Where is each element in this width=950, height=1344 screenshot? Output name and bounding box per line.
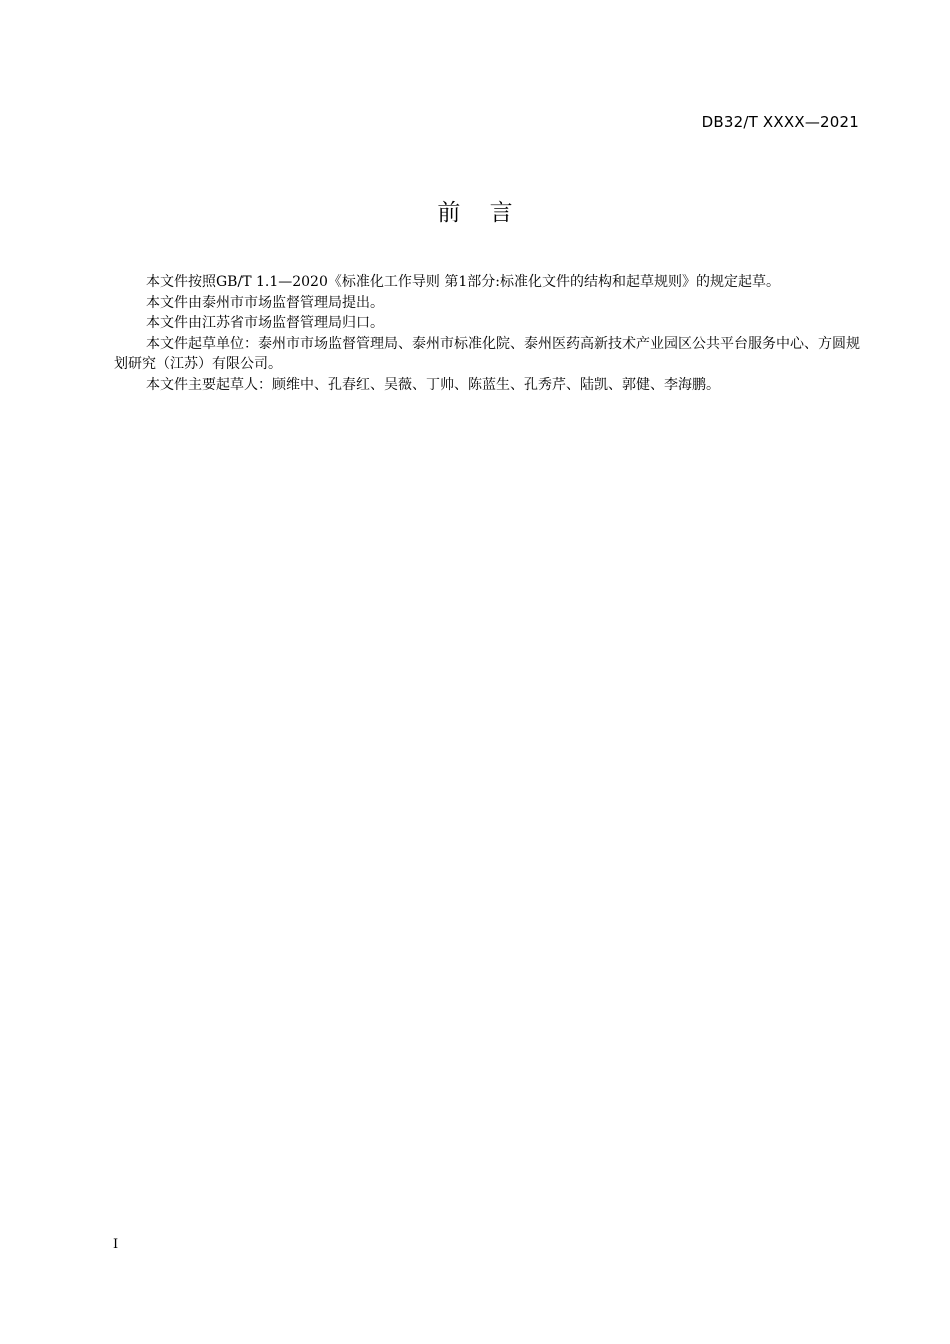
paragraph-drafting-rules: 本文件按照GB/T 1.1—2020《标准化工作导则 第1部分:标准化文件的结构和起草规则》的规定起草。 bbox=[146, 274, 780, 290]
document-code: DB32/T XXXX—2021 bbox=[701, 113, 859, 131]
paragraph-drafters: 本文件主要起草人：顾维中、孔春红、吴薇、丁帅、陈蓝生、孔秀芹、陆凯、郭健、李海鹏。 bbox=[146, 376, 720, 393]
paragraph-proposer: 本文件由泰州市市场监督管理局提出。 bbox=[146, 294, 384, 311]
title-text: 前 言 bbox=[437, 200, 513, 226]
page-number: I bbox=[113, 1237, 119, 1252]
paragraph-drafting-units: 本文件起草单位：泰州市市场监督管理局、泰州市标准化院、泰州医药高新技术产业园区公共平台服务中心、方圆规划研究（江苏）有限公司。 bbox=[114, 335, 860, 372]
foreword-body bbox=[114, 272, 860, 395]
page-title bbox=[0, 194, 950, 227]
paragraph-administrator: 本文件由江苏省市场监督管理局归口。 bbox=[146, 315, 384, 331]
